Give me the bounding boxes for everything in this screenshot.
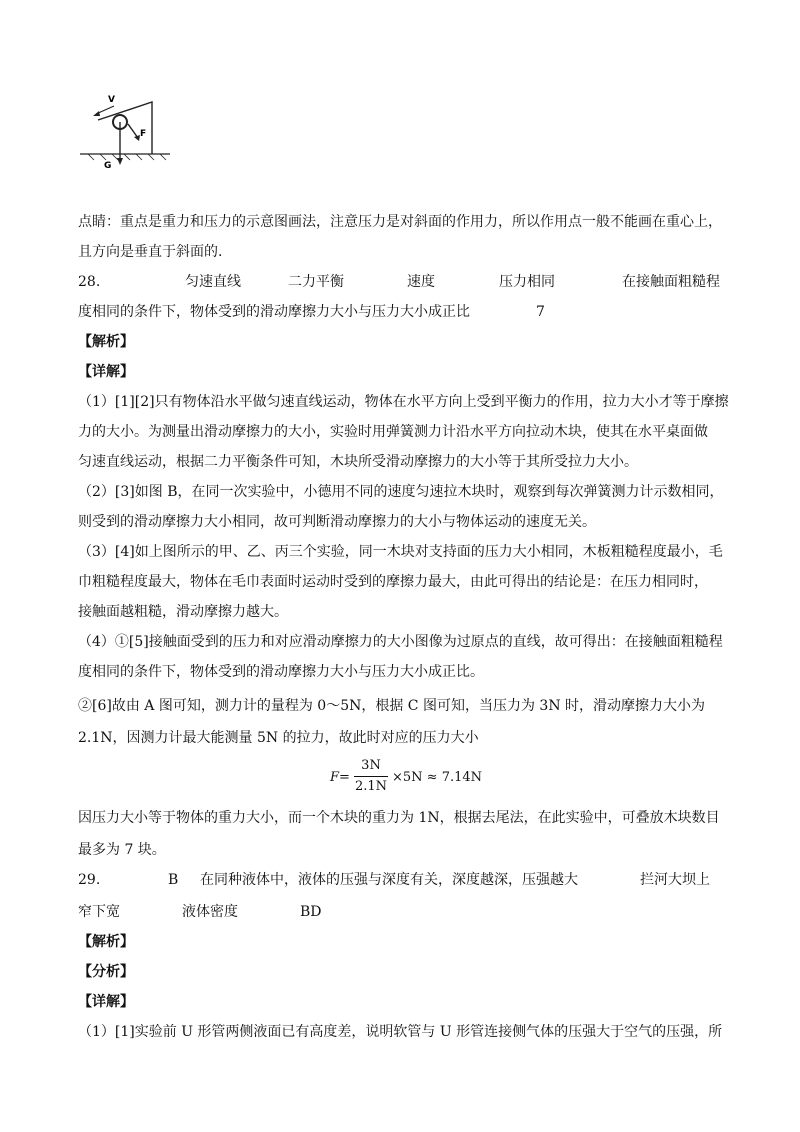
q29-answer-3-cont: 窄下宽 [78,904,120,920]
formula-fraction [354,756,388,797]
q29-answer-4: 液体密度 [182,904,238,920]
pressure-arrow [128,124,138,138]
q29-analysis-label: 【解析】 [78,934,134,950]
tip-line-2: 且方向是垂直于斜面的. [78,244,223,260]
q28-p3-line-1: （3）[4]如上图所示的甲、乙、丙三个实验，同一木块对支持面的压力大小相同，木板粗糙程度最小，毛 [78,544,723,560]
q29-answer-5: BD [300,904,322,920]
q28-answer-4: 压力相同 [499,274,555,290]
q29-answer-3: 拦河大坝上 [640,872,710,888]
q29-answer-2: 在同种液体中，液体的压强与深度有关，深度越深，压强越大 [200,872,578,888]
force-formula [330,756,510,806]
q28-p1-line-1: （1）[1][2]只有物体沿水平做匀速直线运动，物体在水平方向上受到平衡力的作用，拉力大小才等于摩擦 [78,394,729,410]
q28-detail-label: 【详解】 [78,364,134,380]
q28-p3-line-2: 巾粗糙程度最大，物体在毛巾表面时运动时受到的摩擦力最大，由此可得出的结论是：在压力相同时， [78,574,708,590]
q29-p1-line-1: （1）[1]实验前 U 形管两侧液面已有高度差，说明软管与 U 形管连接侧气体的压强大于空气的压强，所 [78,1024,723,1040]
q28-analysis-label: 【解析】 [78,334,134,350]
incline-force-diagram [78,86,178,176]
q28-p3-line-3: 接触面越粗糙，滑动摩擦力越大。 [78,604,288,620]
q28-p5-line-1: ②[6]故由 A 图可知，测力计的量程为 0～5N，根据 C 图可知，当压力为 3N 时，滑动摩擦力大小为 [78,698,706,714]
q28-p1-line-2: 力的大小。为测量出滑动摩擦力的大小，实验时用弹簧测力计沿水平方向拉动木块，使其在水平桌面做 [78,424,708,440]
q28-answer-5-cont: 度相同的条件下，物体受到的滑动摩擦力大小与压力大小成正比 [78,304,470,320]
q28-p2-line-2: 则受到的滑动摩擦力大小相同，故可判断滑动摩擦力的大小与物体运动的速度无关。 [78,514,596,530]
q28-answer-3: 速度 [407,274,435,290]
q28-p4-line-1: （4）①[5]接触面受到的压力和对应滑动摩擦力的大小图像为过原点的直线，故可得出：在接触面粗糙程 [78,634,723,650]
q28-p5-line-2: 2.1N，因测力计最大能测量 5N 的拉力，故此时对应的压力大小 [78,730,479,746]
q28-p6-line-1: 因压力大小等于物体的重力大小，而一个木块的重力为 1N，根据去尾法，在此实验中，可叠放木块数目 [78,810,720,826]
g-label: G [104,161,112,171]
formula-rhs: ×5N ≈ 7.14N [392,770,483,785]
q28-answer-6: 7 [536,304,545,320]
q29-detail-label: 【详解】 [78,994,134,1010]
q28-p1-line-3: 匀速直线运动，根据二力平衡条件可知，木块所受滑动摩擦力的大小等于其所受拉力大小。 [78,454,638,470]
v-label: V [108,95,115,105]
q28-answer-2: 二力平衡 [288,274,344,290]
f-label: F [140,129,147,139]
formula-lhs: F= [330,770,350,785]
q28-p6-line-2: 最多为 7 块。 [78,842,166,858]
tip-line-1: 点睛：重点是重力和压力的示意图画法，注意压力是对斜面的作用力，所以作用点一般不能画在重心上， [78,214,722,230]
q28-p2-line-1: （2）[3]如图 B，在同一次实验中，小德用不同的速度匀速拉木块时，观察到每次弹簧测力计示数相同， [78,484,724,500]
q28-number: 28. [78,274,101,290]
q28-answer-1: 匀速直线 [185,274,241,290]
formula-denominator: 2.1N [354,779,388,794]
q28-answer-5: 在接触面粗糙程 [622,274,720,290]
q29-number: 29. [78,872,101,888]
q29-answer-1: B [168,872,179,888]
q28-p4-line-2: 度相同的条件下，物体受到的滑动摩擦力大小与压力大小成正比。 [78,664,484,680]
q29-analyze-label: 【分析】 [78,964,134,980]
formula-numerator: 3N [354,756,388,777]
